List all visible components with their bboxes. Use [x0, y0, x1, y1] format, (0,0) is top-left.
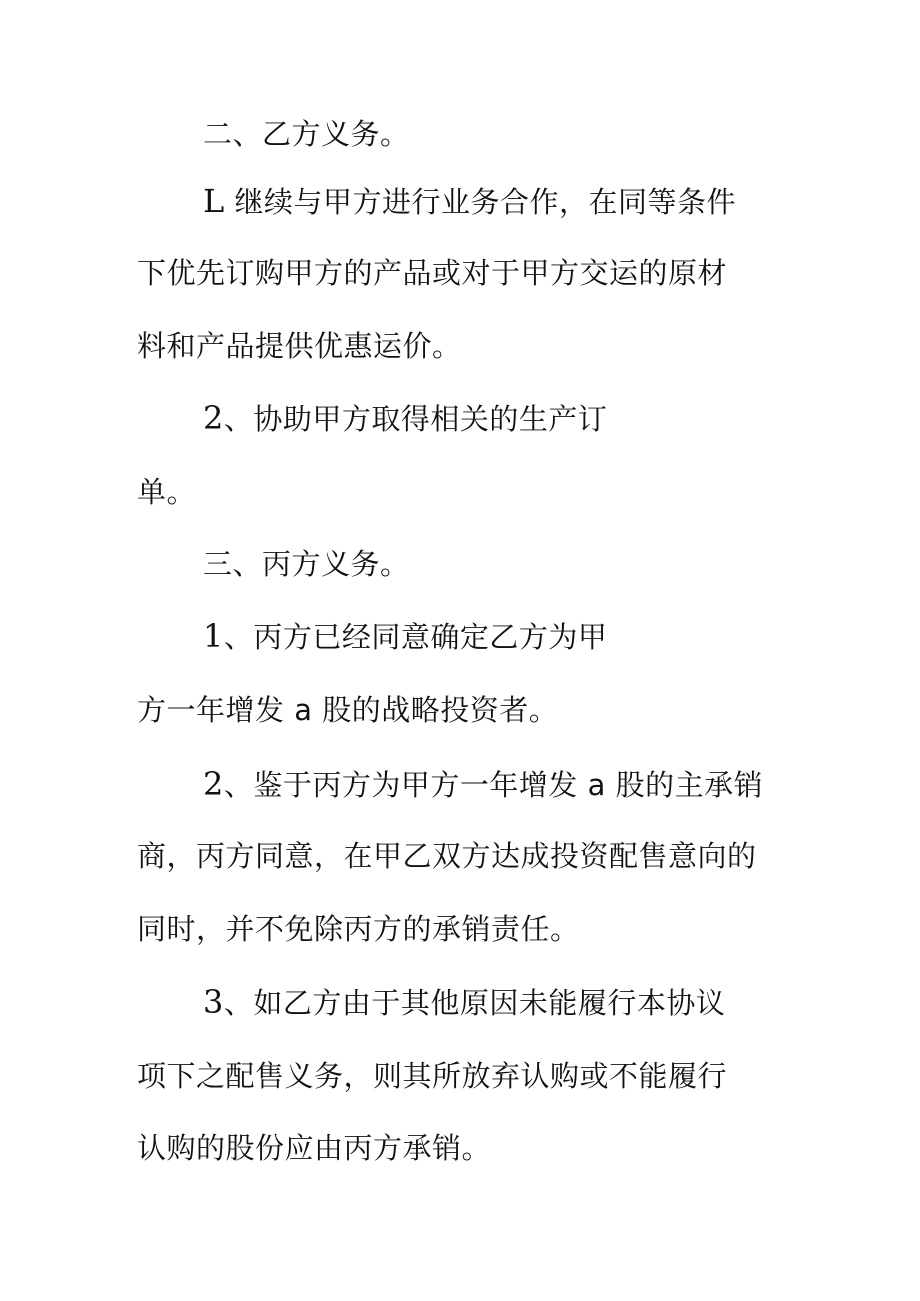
item-number: 2 — [203, 399, 224, 437]
paragraph-c2-line-2: 商，丙方同意，在甲乙双方达成投资配售意向的 — [137, 839, 757, 873]
item-number: 1 — [203, 617, 224, 655]
paragraph-b1-line-1 — [203, 183, 736, 220]
paragraph-b2-line-2: 单。 — [137, 475, 197, 509]
paragraph-text: 继续与甲方进行业务合作，在同等条件 — [234, 185, 736, 219]
paragraph-b1-line-2: 下优先订购甲方的产品或对于甲方交运的原材 — [137, 256, 728, 290]
paragraph-b1-line-3: 料和产品提供优惠运价。 — [137, 329, 462, 363]
paragraph-text: 、如乙方由于其他原因未能履行本协议 — [223, 986, 726, 1020]
item-number: 3 — [203, 983, 224, 1021]
item-number: 2 — [203, 765, 224, 803]
section-heading-party-b-obligations: 二、乙方义务。 — [203, 117, 410, 151]
paragraph-c3-line-3: 认购的股份应由丙方承销。 — [137, 1131, 492, 1165]
paragraph-c1-line-2: 方一年增发 a 股的战略投资者。 — [137, 693, 559, 727]
section-heading-party-c-obligations: 三、丙方义务。 — [203, 547, 410, 581]
paragraph-text: 、丙方已经同意确定乙方为甲 — [223, 620, 608, 654]
paragraph-b2-line-1 — [203, 400, 607, 437]
paragraph-c1-line-1 — [203, 618, 607, 655]
paragraph-c2-line-3: 同时，并不免除丙方的承销责任。 — [137, 912, 580, 946]
paragraph-text: 、鉴于丙方为甲方一年增发 a 股的主承销 — [223, 768, 764, 802]
paragraph-c3-line-1 — [203, 984, 725, 1021]
paragraph-c3-line-2: 项下之配售义务，则其所放弃认购或不能履行 — [137, 1059, 728, 1093]
item-number: L — [203, 182, 225, 220]
paragraph-c2-line-1 — [203, 766, 763, 803]
paragraph-text: 、协助甲方取得相关的生产订 — [223, 402, 608, 436]
